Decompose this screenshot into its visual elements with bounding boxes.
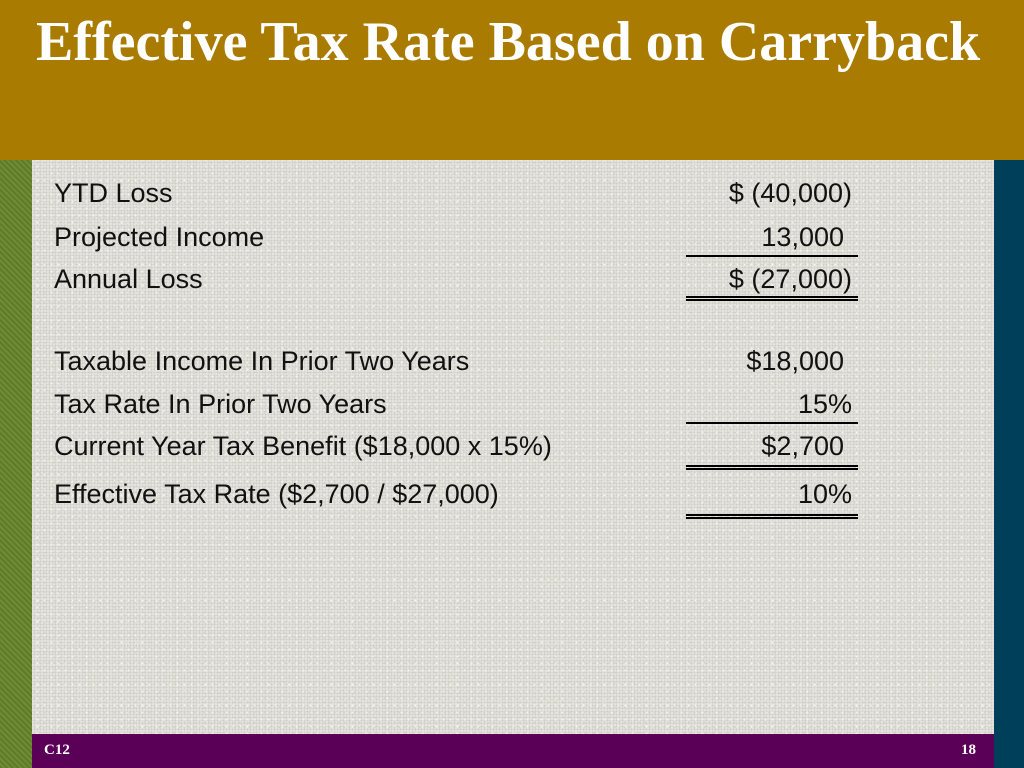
row-value-effective-tax-rate: 10% — [686, 478, 858, 519]
footer-bar — [32, 734, 994, 768]
row-value-tax-benefit: $2,700 — [686, 430, 858, 470]
row-label-annual-loss: Annual Loss — [54, 264, 203, 294]
left-decorative-strip — [0, 160, 32, 768]
row-value-projected-income: 13,000 — [686, 221, 858, 257]
row-value-ytd-loss: $ (40,000) — [728, 178, 852, 208]
page-number: 18 — [961, 742, 976, 758]
row-value-taxable-income: $18,000 — [746, 346, 844, 376]
row-label-tax-rate: Tax Rate In Prior Two Years — [54, 389, 387, 419]
title-bar — [0, 0, 1024, 160]
row-value-tax-rate: 15% — [686, 388, 858, 424]
row-label-effective-tax-rate: Effective Tax Rate ($2,700 / $27,000) — [54, 479, 499, 509]
row-label-taxable-income: Taxable Income In Prior Two Years — [54, 346, 470, 376]
row-label-tax-benefit: Current Year Tax Benefit ($18,000 x 15%) — [54, 431, 552, 461]
right-decorative-strip — [994, 160, 1024, 768]
footer-chapter-label: C12 — [44, 742, 70, 758]
row-label-projected-income: Projected Income — [54, 222, 265, 252]
row-label-ytd-loss: YTD Loss — [54, 178, 173, 208]
slide-title: Effective Tax Rate Based on Carryback — [36, 11, 981, 73]
row-value-annual-loss: $ (27,000) — [686, 263, 858, 301]
